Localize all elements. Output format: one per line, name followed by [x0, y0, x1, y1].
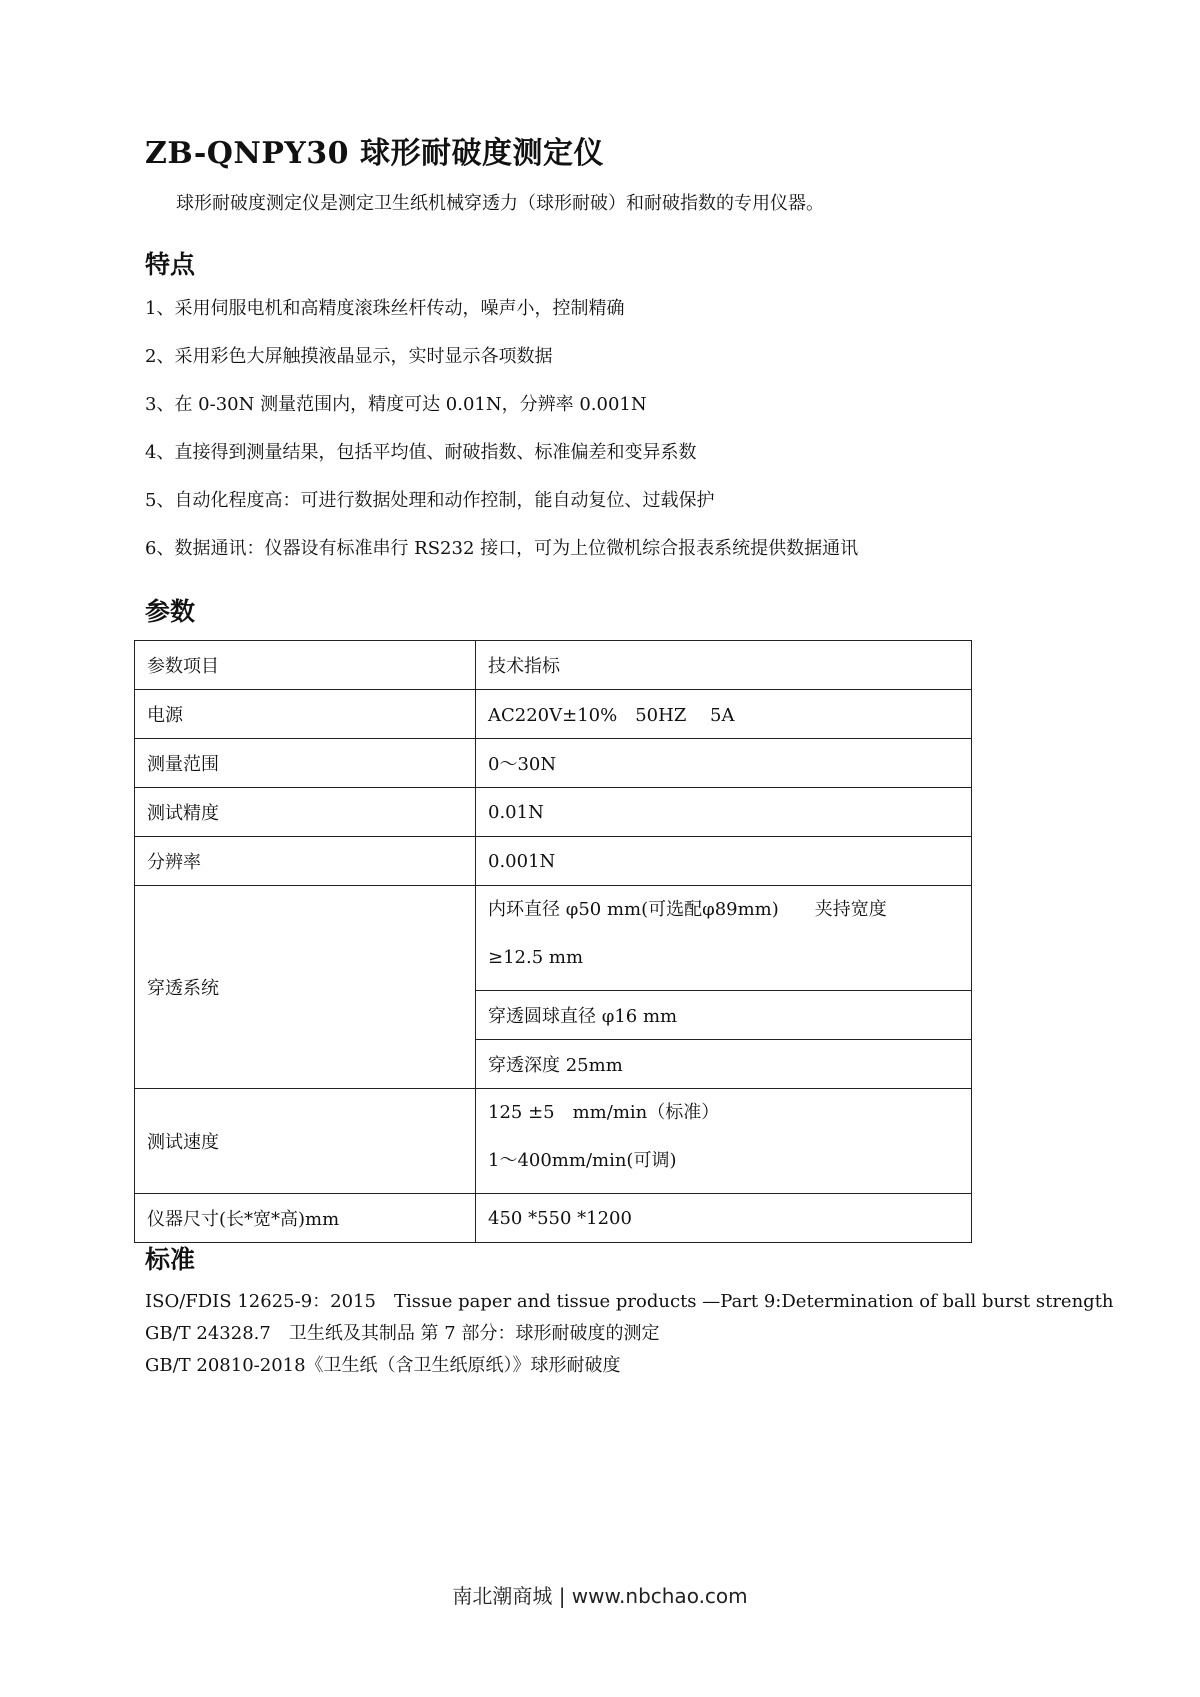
- param-value: 0～30N: [476, 739, 972, 788]
- param-value-line: ≥12.5 mm: [488, 947, 584, 968]
- param-value: AC220V±10% 50HZ 5A: [476, 690, 972, 739]
- feature-item: 2、采用彩色大屏触摸液晶显示，实时显示各项数据: [145, 346, 553, 367]
- param-value: 0.01N: [476, 788, 972, 837]
- feature-item: 3、在 0-30N 测量范围内，精度可达 0.01N，分辨率 0.001N: [145, 394, 647, 415]
- params-table: [134, 640, 972, 1243]
- table-row: [135, 886, 972, 991]
- param-name: 电源: [135, 690, 476, 739]
- table-row: [135, 837, 972, 886]
- standards-list: [145, 1290, 1114, 1386]
- standard-item: GB/T 24328.7 卫生纸及其制品 第 7 部分：球形耐破度的测定: [145, 1323, 660, 1344]
- table-row: [135, 788, 972, 837]
- table-row: [135, 1194, 972, 1243]
- param-value: [476, 886, 972, 991]
- param-name: 测试精度: [135, 788, 476, 837]
- param-value: 穿透圆球直径 φ16 mm: [476, 991, 972, 1040]
- param-value: 0.001N: [476, 837, 972, 886]
- param-value-line: 内环直径 φ50 mm(可选配φ89mm) 夹持宽度: [488, 899, 887, 920]
- param-value-line: 1～400mm/min(可调): [488, 1150, 677, 1171]
- features-list: [145, 297, 858, 585]
- param-value: 450 *550 *1200: [476, 1194, 972, 1243]
- params-heading: 参数: [145, 597, 196, 626]
- table-row: [135, 1089, 972, 1194]
- table-row: [135, 690, 972, 739]
- standards-heading: 标准: [145, 1245, 196, 1274]
- param-name: 穿透系统: [135, 886, 476, 1089]
- feature-item: 1、采用伺服电机和高精度滚珠丝杆传动，噪声小，控制精确: [145, 298, 625, 319]
- param-value: [476, 1089, 972, 1194]
- param-name: 测试速度: [135, 1089, 476, 1194]
- feature-item: 4、直接得到测量结果，包括平均值、耐破指数、标准偏差和变异系数: [145, 442, 697, 463]
- header-cell-item: 参数项目: [135, 641, 476, 690]
- feature-item: 5、自动化程度高：可进行数据处理和动作控制，能自动复位、过载保护: [145, 490, 715, 511]
- param-value-line: 125 ±5 mm/min（标准）: [488, 1102, 720, 1123]
- page-title: ZB-QNPY30 球形耐破度测定仪: [145, 136, 604, 171]
- param-value: 穿透深度 25mm: [476, 1040, 972, 1089]
- param-name: 分辨率: [135, 837, 476, 886]
- header-cell-spec: 技术指标: [476, 641, 972, 690]
- standard-item: ISO/FDIS 12625-9：2015 Tissue paper and tissue products —Part 9:Determination of ball burst strength: [145, 1291, 1114, 1312]
- table-row: [135, 739, 972, 788]
- param-name: 测量范围: [135, 739, 476, 788]
- feature-item: 6、数据通讯：仪器设有标准串行 RS232 接口，可为上位微机综合报表系统提供数据通讯: [145, 538, 859, 559]
- table-header-row: [135, 641, 972, 690]
- standard-item: GB/T 20810-2018《卫生纸（含卫生纸原纸）》球形耐破度: [145, 1355, 621, 1376]
- param-name: 仪器尺寸(长*宽*高)mm: [135, 1194, 476, 1243]
- features-heading: 特点: [145, 250, 196, 279]
- footer-watermark: 南北潮商城 | www.nbchao.com: [452, 1584, 748, 1608]
- intro-paragraph: 球形耐破度测定仪是测定卫生纸机械穿透力（球形耐破）和耐破指数的专用仪器。: [176, 193, 824, 214]
